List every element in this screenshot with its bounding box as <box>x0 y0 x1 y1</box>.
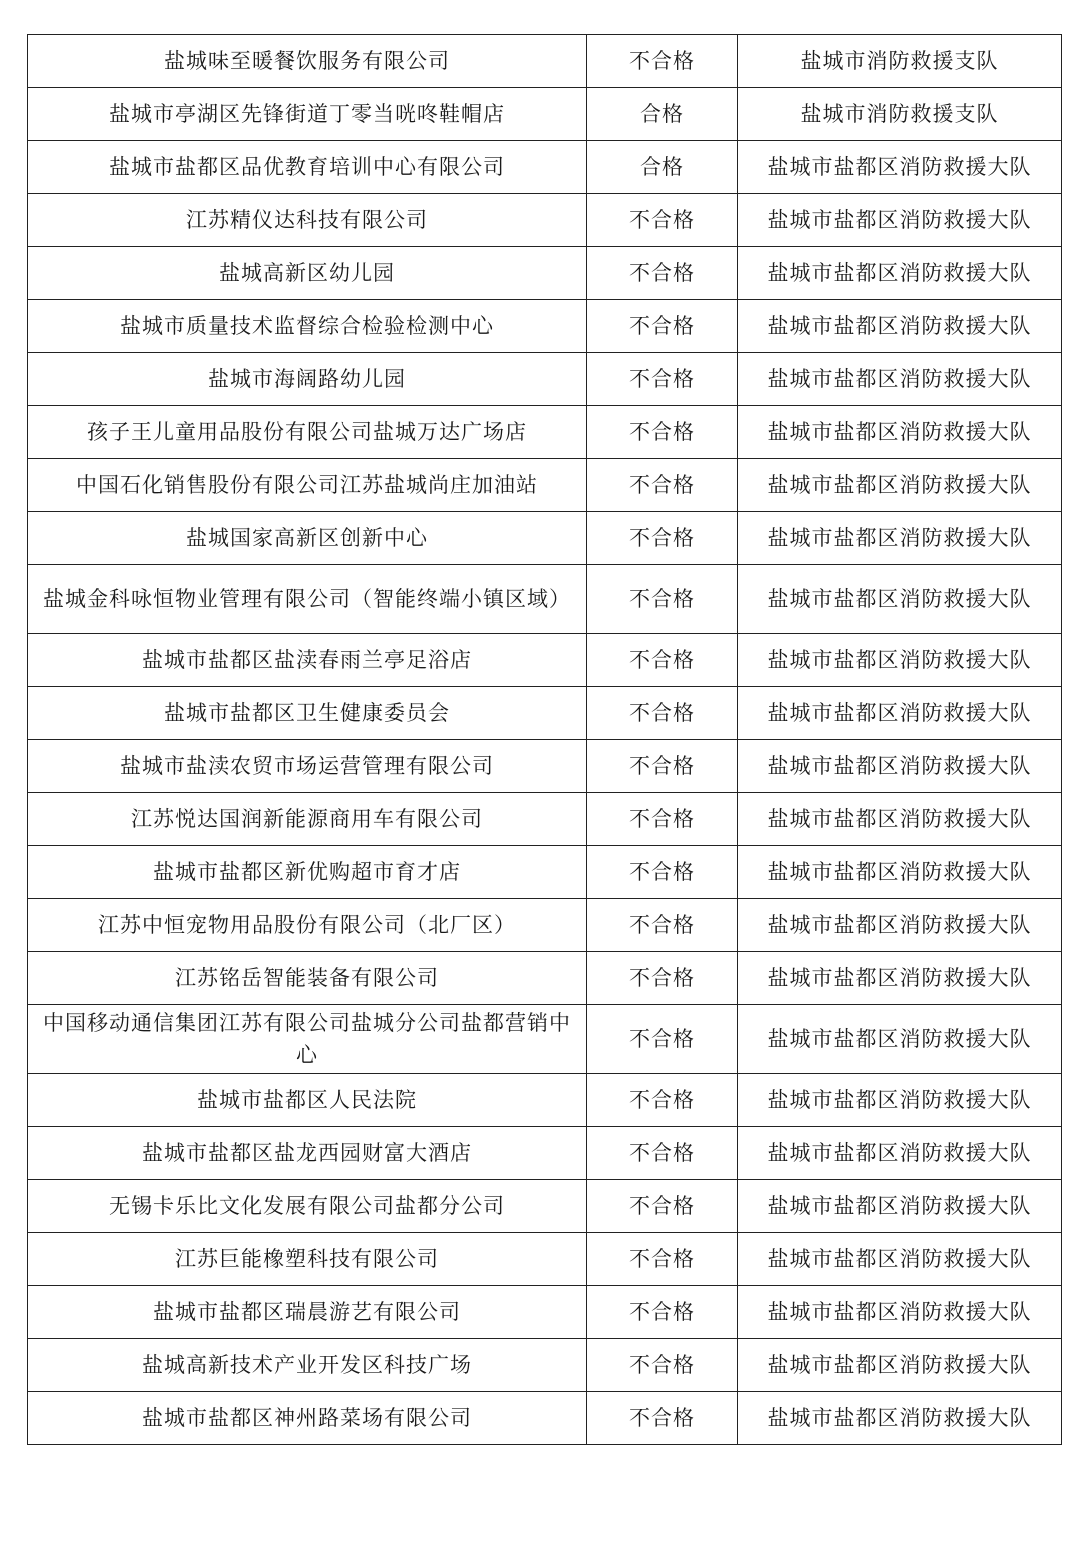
result-cell: 不合格 <box>587 687 738 740</box>
unit-name-cell: 盐城市盐都区新优购超市育才店 <box>28 846 587 899</box>
department-cell: 盐城市盐都区消防救援大队 <box>738 1392 1062 1445</box>
result-cell: 不合格 <box>587 406 738 459</box>
result-cell: 不合格 <box>587 1339 738 1392</box>
unit-name-cell: 盐城金科咏恒物业管理有限公司（智能终端小镇区域） <box>28 565 587 634</box>
unit-name-cell: 盐城市质量技术监督综合检验检测中心 <box>28 300 587 353</box>
unit-name-cell: 江苏精仪达科技有限公司 <box>28 194 587 247</box>
unit-name-cell: 盐城市盐都区神州路菜场有限公司 <box>28 1392 587 1445</box>
table-row <box>28 88 1062 141</box>
department-cell: 盐城市盐都区消防救援大队 <box>738 353 1062 406</box>
department-cell: 盐城市消防救援支队 <box>738 35 1062 88</box>
unit-name-cell: 盐城市海阔路幼儿园 <box>28 353 587 406</box>
unit-name-cell: 盐城市盐渎农贸市场运营管理有限公司 <box>28 740 587 793</box>
table-row <box>28 793 1062 846</box>
result-cell: 不合格 <box>587 899 738 952</box>
table-row <box>28 353 1062 406</box>
table-row <box>28 141 1062 194</box>
unit-name-cell: 盐城味至暖餐饮服务有限公司 <box>28 35 587 88</box>
department-cell: 盐城市盐都区消防救援大队 <box>738 300 1062 353</box>
inspection-results-table <box>27 34 1062 1445</box>
unit-name-cell: 盐城市盐都区瑞晨游艺有限公司 <box>28 1286 587 1339</box>
result-cell: 不合格 <box>587 512 738 565</box>
unit-name-cell: 盐城国家高新区创新中心 <box>28 512 587 565</box>
table-row <box>28 247 1062 300</box>
unit-name-cell: 无锡卡乐比文化发展有限公司盐都分公司 <box>28 1180 587 1233</box>
department-cell: 盐城市消防救援支队 <box>738 88 1062 141</box>
result-cell: 不合格 <box>587 793 738 846</box>
department-cell: 盐城市盐都区消防救援大队 <box>738 247 1062 300</box>
table-row <box>28 1127 1062 1180</box>
department-cell: 盐城市盐都区消防救援大队 <box>738 846 1062 899</box>
table-row <box>28 634 1062 687</box>
table-row <box>28 1339 1062 1392</box>
department-cell: 盐城市盐都区消防救援大队 <box>738 1233 1062 1286</box>
result-cell: 不合格 <box>587 634 738 687</box>
department-cell: 盐城市盐都区消防救援大队 <box>738 793 1062 846</box>
result-cell: 不合格 <box>587 1286 738 1339</box>
unit-name-cell: 江苏巨能橡塑科技有限公司 <box>28 1233 587 1286</box>
unit-name-cell: 中国移动通信集团江苏有限公司盐城分公司盐都营销中心 <box>28 1005 587 1074</box>
department-cell: 盐城市盐都区消防救援大队 <box>738 1005 1062 1074</box>
table-row <box>28 1074 1062 1127</box>
result-cell: 不合格 <box>587 459 738 512</box>
unit-name-cell: 盐城高新区幼儿园 <box>28 247 587 300</box>
department-cell: 盐城市盐都区消防救援大队 <box>738 406 1062 459</box>
unit-name-cell: 盐城高新技术产业开发区科技广场 <box>28 1339 587 1392</box>
unit-name-cell: 江苏铭岳智能装备有限公司 <box>28 952 587 1005</box>
department-cell: 盐城市盐都区消防救援大队 <box>738 141 1062 194</box>
department-cell: 盐城市盐都区消防救援大队 <box>738 740 1062 793</box>
result-cell: 不合格 <box>587 1392 738 1445</box>
result-cell: 不合格 <box>587 565 738 634</box>
department-cell: 盐城市盐都区消防救援大队 <box>738 1074 1062 1127</box>
unit-name-cell: 盐城市盐都区品优教育培训中心有限公司 <box>28 141 587 194</box>
table-row <box>28 565 1062 634</box>
result-cell: 合格 <box>587 141 738 194</box>
table-row <box>28 1180 1062 1233</box>
result-cell: 不合格 <box>587 247 738 300</box>
department-cell: 盐城市盐都区消防救援大队 <box>738 687 1062 740</box>
department-cell: 盐城市盐都区消防救援大队 <box>738 634 1062 687</box>
result-cell: 不合格 <box>587 952 738 1005</box>
table-row <box>28 194 1062 247</box>
table-row <box>28 1233 1062 1286</box>
department-cell: 盐城市盐都区消防救援大队 <box>738 1127 1062 1180</box>
table-row <box>28 459 1062 512</box>
department-cell: 盐城市盐都区消防救援大队 <box>738 1286 1062 1339</box>
department-cell: 盐城市盐都区消防救援大队 <box>738 565 1062 634</box>
result-cell: 不合格 <box>587 740 738 793</box>
table-row <box>28 1392 1062 1445</box>
table-row <box>28 512 1062 565</box>
department-cell: 盐城市盐都区消防救援大队 <box>738 899 1062 952</box>
unit-name-cell: 盐城市盐都区盐龙西园财富大酒店 <box>28 1127 587 1180</box>
result-cell: 合格 <box>587 88 738 141</box>
department-cell: 盐城市盐都区消防救援大队 <box>738 1339 1062 1392</box>
result-cell: 不合格 <box>587 194 738 247</box>
result-cell: 不合格 <box>587 35 738 88</box>
result-cell: 不合格 <box>587 353 738 406</box>
result-cell: 不合格 <box>587 1180 738 1233</box>
table-row <box>28 406 1062 459</box>
result-cell: 不合格 <box>587 1074 738 1127</box>
table-row <box>28 740 1062 793</box>
table-row <box>28 899 1062 952</box>
result-cell: 不合格 <box>587 1005 738 1074</box>
table-row <box>28 35 1062 88</box>
result-cell: 不合格 <box>587 1127 738 1180</box>
unit-name-cell: 盐城市盐都区人民法院 <box>28 1074 587 1127</box>
table-row <box>28 952 1062 1005</box>
result-cell: 不合格 <box>587 846 738 899</box>
unit-name-cell: 盐城市盐都区盐渎春雨兰亭足浴店 <box>28 634 587 687</box>
department-cell: 盐城市盐都区消防救援大队 <box>738 1180 1062 1233</box>
table-body <box>28 35 1062 1445</box>
unit-name-cell: 盐城市亭湖区先锋街道丁零当咣咚鞋帽店 <box>28 88 587 141</box>
table-row <box>28 300 1062 353</box>
department-cell: 盐城市盐都区消防救援大队 <box>738 952 1062 1005</box>
table-row <box>28 846 1062 899</box>
department-cell: 盐城市盐都区消防救援大队 <box>738 194 1062 247</box>
unit-name-cell: 江苏悦达国润新能源商用车有限公司 <box>28 793 587 846</box>
table-row <box>28 1286 1062 1339</box>
result-cell: 不合格 <box>587 300 738 353</box>
table-row <box>28 687 1062 740</box>
department-cell: 盐城市盐都区消防救援大队 <box>738 512 1062 565</box>
table-row <box>28 1005 1062 1074</box>
unit-name-cell: 盐城市盐都区卫生健康委员会 <box>28 687 587 740</box>
result-cell: 不合格 <box>587 1233 738 1286</box>
unit-name-cell: 孩子王儿童用品股份有限公司盐城万达广场店 <box>28 406 587 459</box>
unit-name-cell: 江苏中恒宠物用品股份有限公司（北厂区） <box>28 899 587 952</box>
department-cell: 盐城市盐都区消防救援大队 <box>738 459 1062 512</box>
unit-name-cell: 中国石化销售股份有限公司江苏盐城尚庄加油站 <box>28 459 587 512</box>
